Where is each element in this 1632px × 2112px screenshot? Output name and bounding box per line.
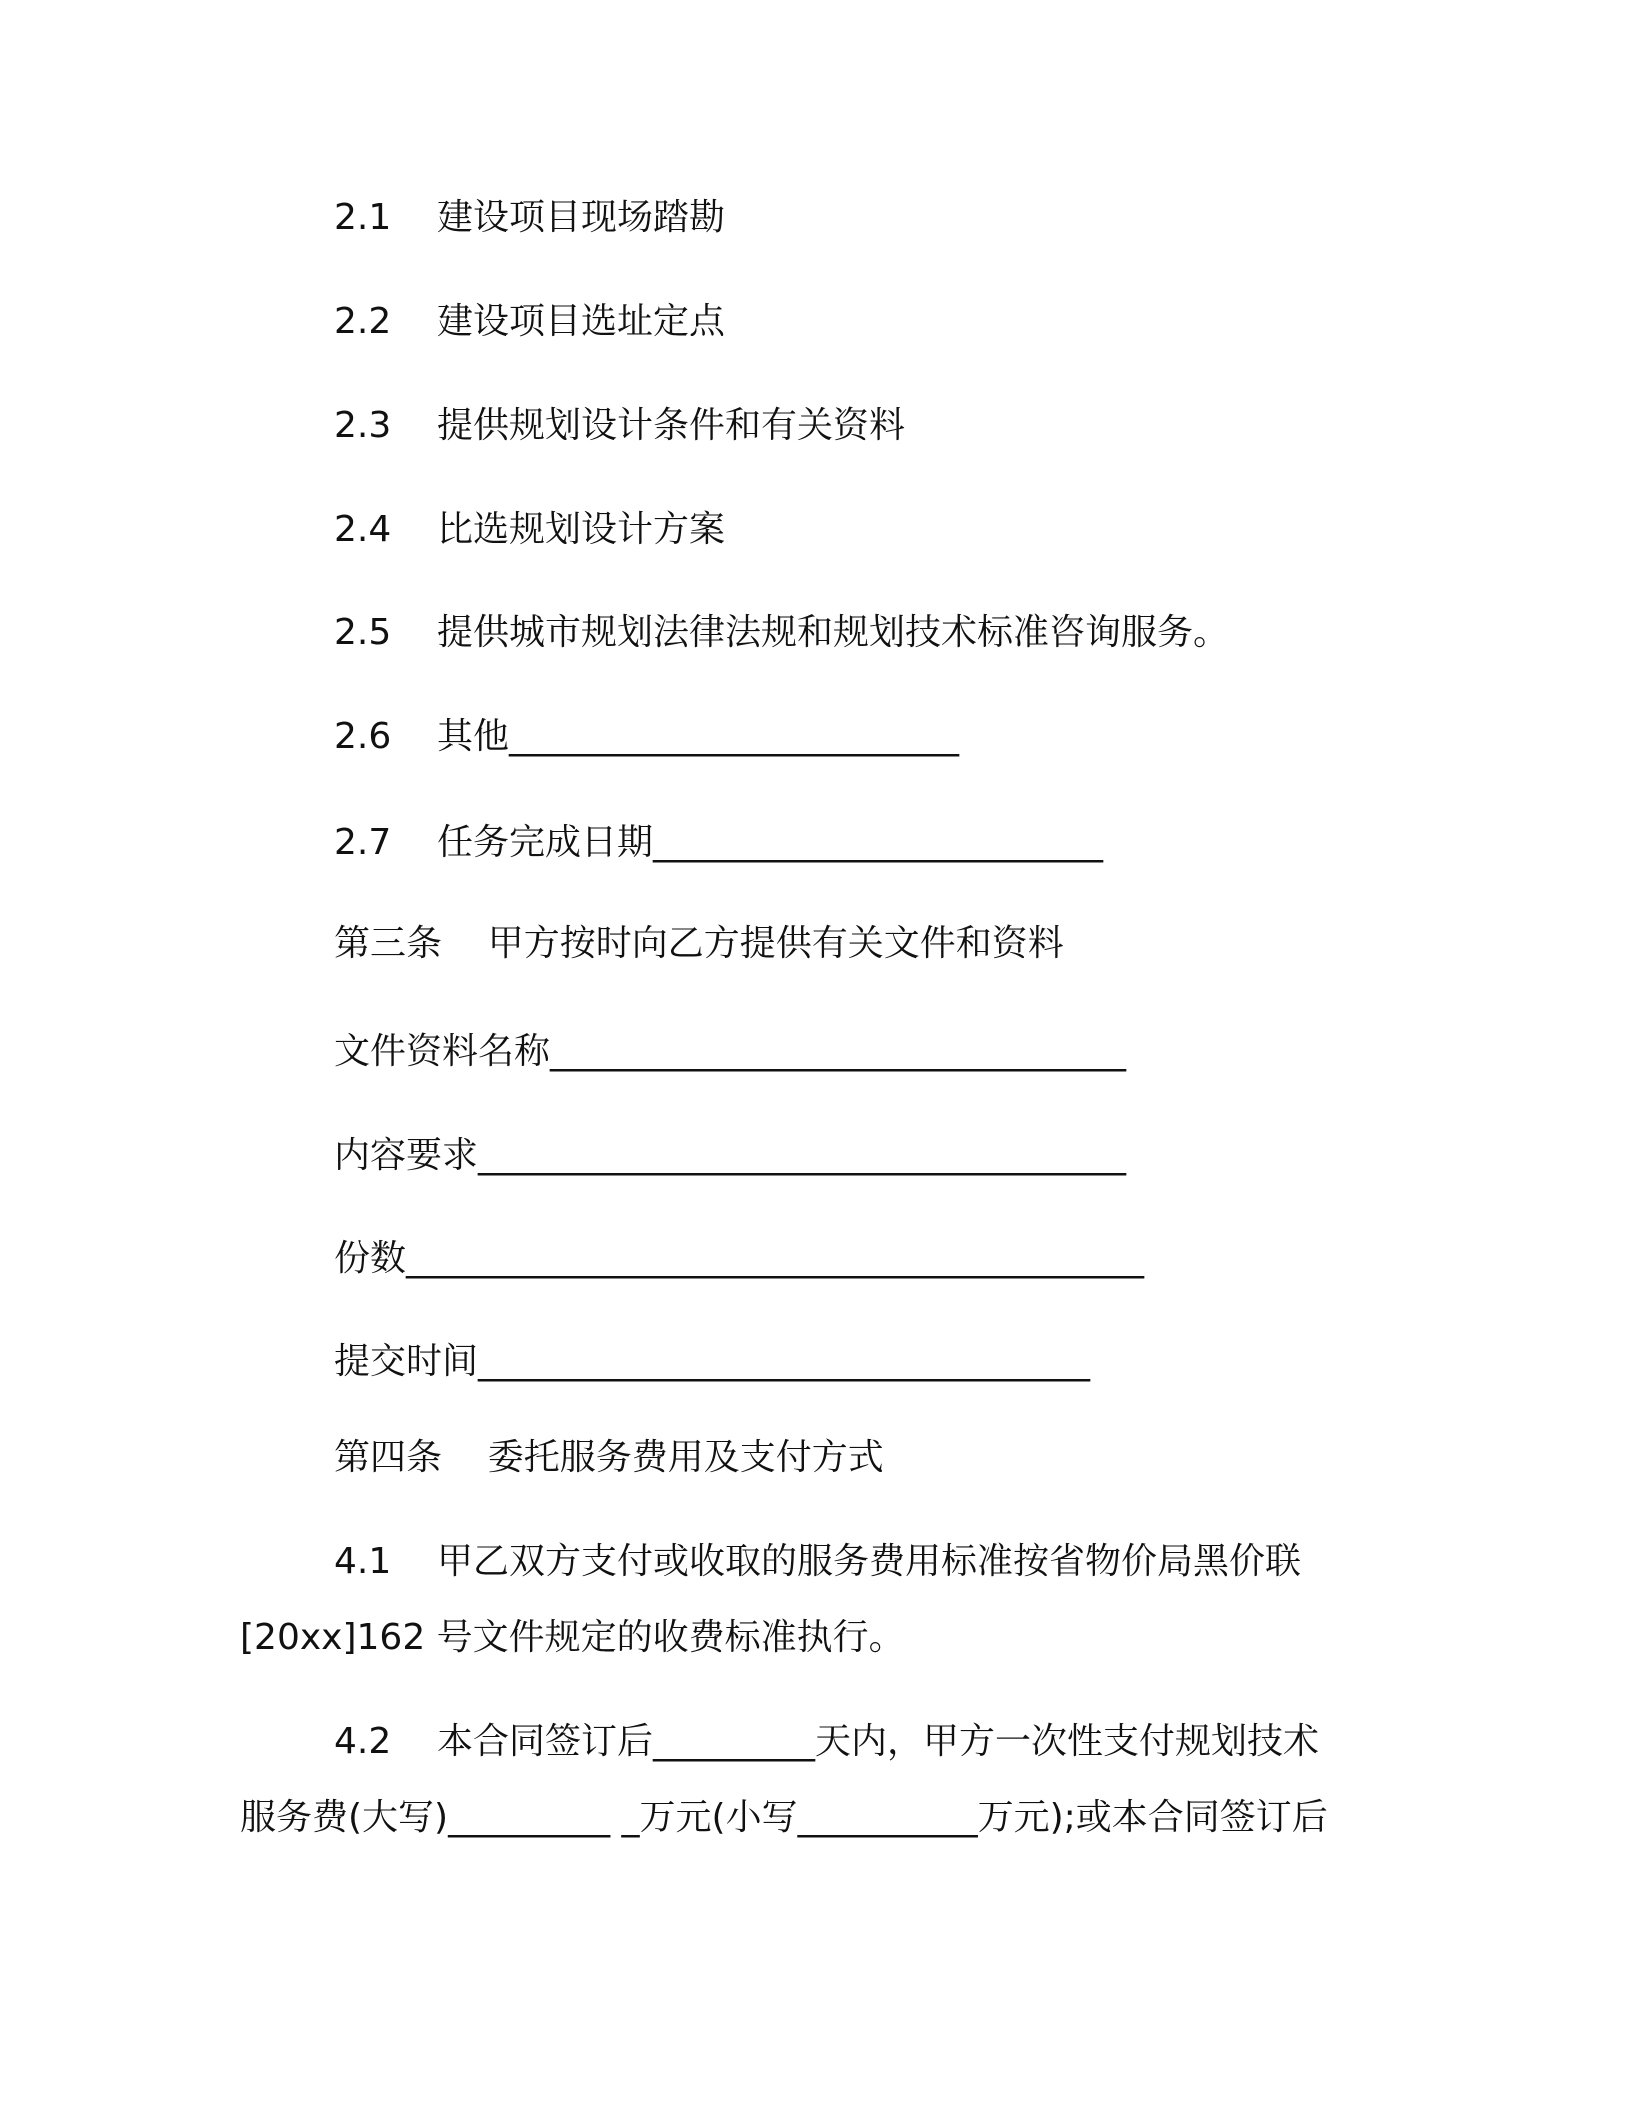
clause-2-2: 2.2 建设项目选址定点 <box>334 301 726 342</box>
clause-4-2-continued: 服务费(大写)_________ _万元(小写__________万元);或本合同签订后 <box>240 1797 1328 1838</box>
clause-4-1-continued: [20xx]162 号文件规定的收费标准执行。 <box>240 1617 905 1658</box>
clause-4-1: 4.1 甲乙双方支付或收取的服务费用标准按省物价局黑价联 <box>334 1541 1302 1582</box>
clause-2-5: 2.5 提供城市规划法律法规和规划技术标准咨询服务。 <box>334 612 1230 653</box>
field-content-requirements: 内容要求____________________________________ <box>334 1135 1127 1176</box>
clause-2-3: 2.3 提供规划设计条件和有关资料 <box>334 405 906 446</box>
clause-2-7-completion-date: 2.7 任务完成日期_________________________ <box>334 822 1104 863</box>
field-document-name: 文件资料名称________________________________ <box>334 1031 1127 1072</box>
article-3-heading: 第三条 甲方按时向乙方提供有关文件和资料 <box>334 923 1064 964</box>
clause-2-1: 2.1 建设项目现场踏勘 <box>334 197 726 238</box>
field-copies: 份数_________________________________________ <box>334 1238 1144 1279</box>
clause-4-2: 4.2 本合同签订后_________天内，甲方一次性支付规划技术 <box>334 1721 1320 1762</box>
clause-2-4: 2.4 比选规划设计方案 <box>334 509 726 550</box>
clause-2-6-other: 2.6 其他_________________________ <box>334 716 960 757</box>
field-submission-time: 提交时间__________________________________ <box>334 1341 1091 1382</box>
article-4-heading: 第四条 委托服务费用及支付方式 <box>334 1437 884 1478</box>
